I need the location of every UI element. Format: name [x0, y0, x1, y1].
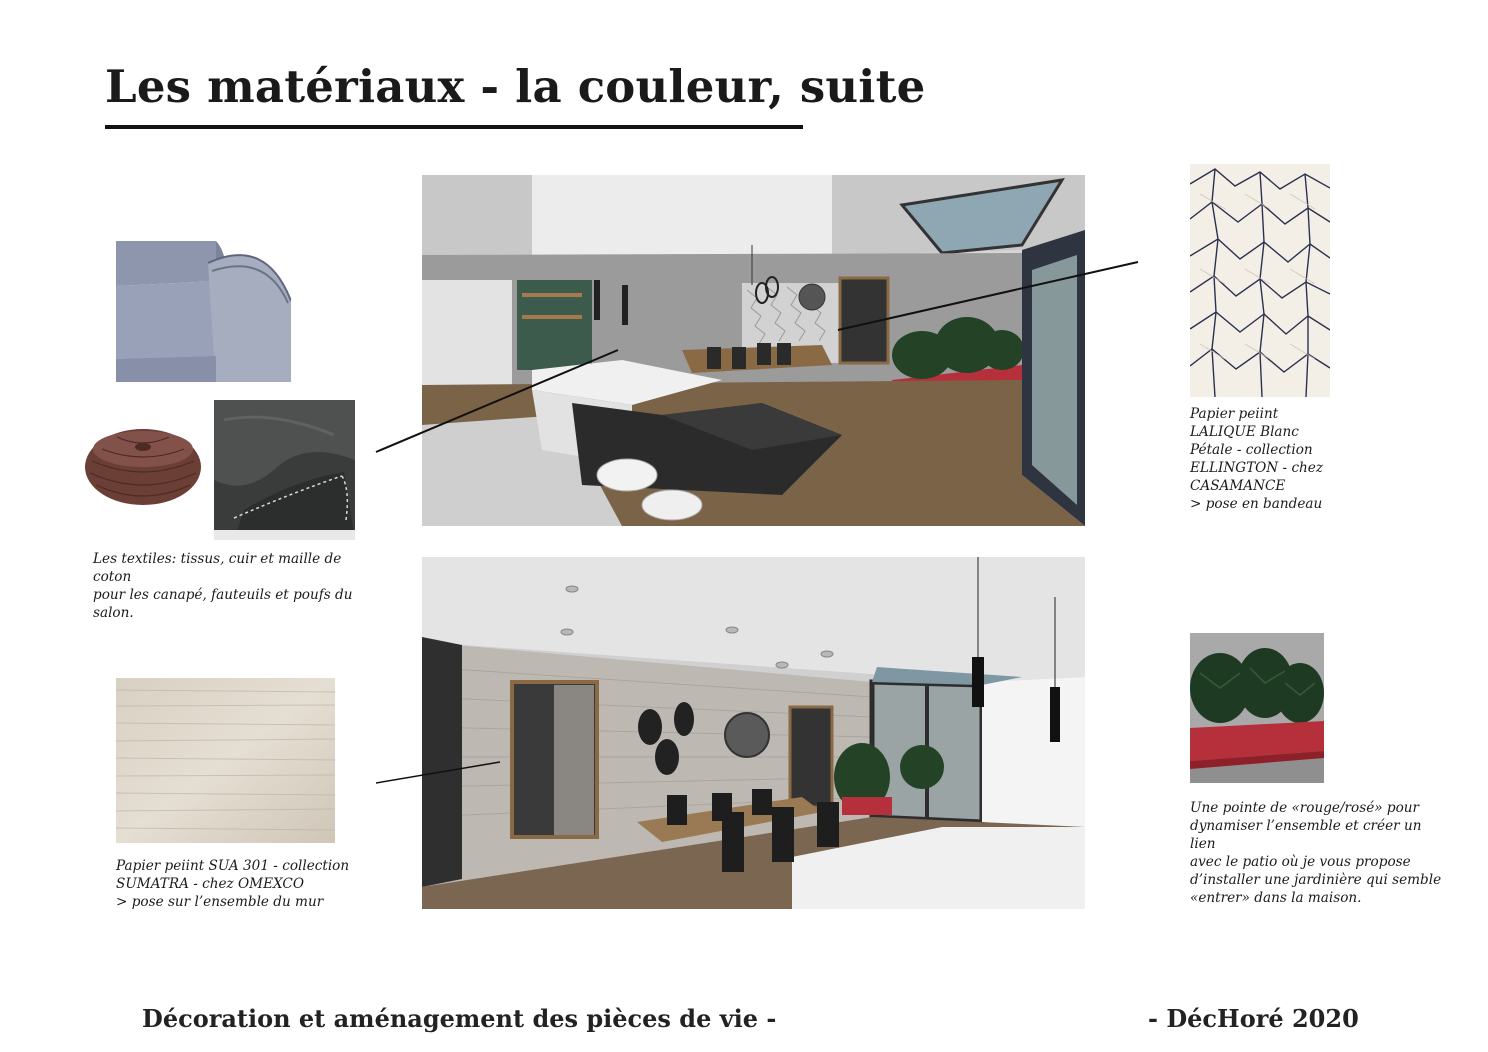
- caption-line: Pétale - collection: [1190, 442, 1313, 458]
- footer-right: - DécHoré 2020: [1148, 1004, 1359, 1033]
- caption-line: dynamiser l’ensemble et créer un lien: [1190, 818, 1422, 852]
- caption-line: > pose sur l’ensemble du mur: [116, 894, 324, 910]
- caption-line: SUMATRA - chez OMEXCO: [116, 876, 304, 892]
- caption-line: Les textiles: tissus, cuir et maille de coton: [93, 551, 342, 585]
- caption-line: salon.: [93, 605, 134, 621]
- caption-line: Papier peiint: [1190, 406, 1279, 422]
- caption-line: Une pointe de «rouge/rosé» pour: [1190, 800, 1420, 816]
- caption-line: «entrer» dans la maison.: [1190, 890, 1362, 906]
- caption-line: avec le patio où je vous propose: [1190, 854, 1411, 870]
- caption-line: LALIQUE Blanc: [1190, 424, 1299, 440]
- red-accent-caption: [1190, 799, 1450, 907]
- caption-line: > pose en bandeau: [1190, 496, 1323, 512]
- caption-line: ELLINGTON - chez: [1190, 460, 1324, 476]
- wallpaper-lalique-swatch: [1190, 164, 1330, 397]
- page-title: Les matériaux - la couleur, suite: [105, 60, 926, 113]
- caption-line: CASAMANCE: [1190, 478, 1286, 494]
- caption-line: Papier peiint SUA 301 - collection: [116, 858, 350, 874]
- wallpaper-lalique-caption: [1190, 405, 1390, 513]
- caption-line: d’installer une jardinière qui semble: [1190, 872, 1442, 888]
- caption-line: pour les canapé, fauteuils et poufs du: [93, 587, 353, 603]
- red-planter-render: [1190, 633, 1324, 783]
- footer-left: Décoration et aménagement des pièces de vie -: [142, 1004, 777, 1033]
